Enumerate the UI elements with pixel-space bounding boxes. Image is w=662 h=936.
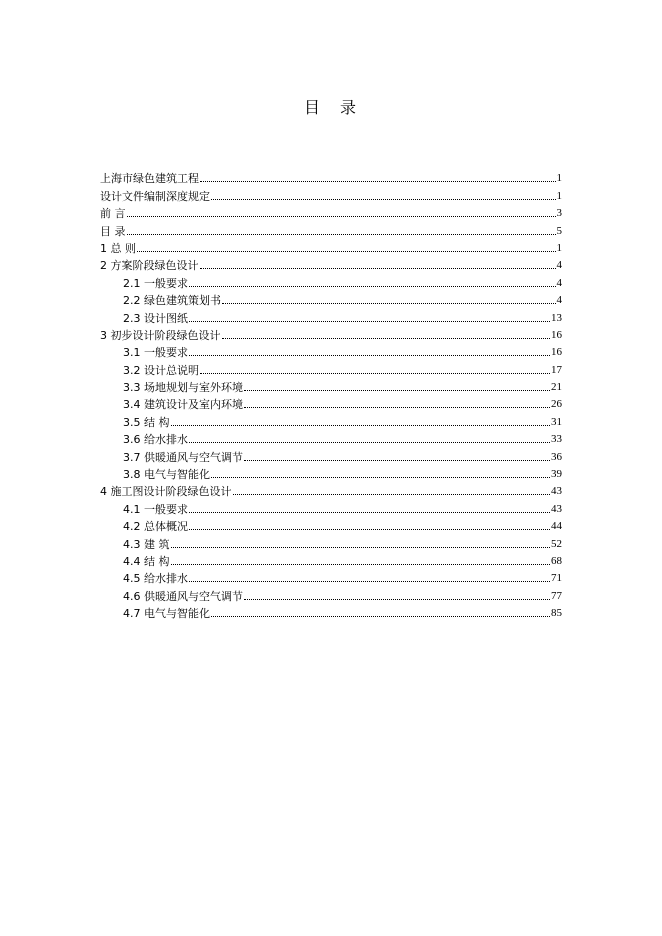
toc-entry-page-number: 1	[556, 241, 562, 254]
toc-entry-page-number: 71	[551, 572, 562, 585]
toc-entry-page-number: 4	[556, 294, 562, 307]
toc-entry-label: 设计文件编制深度规定	[100, 189, 210, 203]
page-title: 目 录	[303, 98, 358, 117]
toc-dot-leader	[200, 268, 556, 269]
toc-dot-leader	[189, 355, 550, 356]
toc-entry[interactable]	[100, 290, 562, 307]
toc-entry-label: 3.3 场地规划与室外环境	[123, 381, 243, 395]
toc-entry[interactable]	[100, 429, 562, 446]
toc-entry-page-number: 43	[551, 485, 562, 498]
toc-entry-page-number: 16	[551, 328, 562, 341]
toc-entry-label: 3.1 一般要求	[123, 346, 188, 360]
toc-entry-label: 3.6 给水排水	[123, 433, 188, 447]
toc-entry[interactable]	[100, 203, 562, 220]
toc-dot-leader	[244, 599, 550, 600]
toc-entry-label: 3.8 电气与智能化	[123, 468, 210, 482]
toc-entry-page-number: 52	[551, 537, 562, 550]
toc-dot-leader	[222, 303, 556, 304]
toc-dot-leader	[127, 216, 556, 217]
toc-entry[interactable]	[100, 603, 562, 620]
toc-dot-leader	[171, 425, 551, 426]
toc-entry-page-number: 68	[551, 554, 562, 567]
table-of-contents	[100, 168, 562, 620]
toc-entry-page-number: 4	[556, 276, 562, 289]
toc-entry-page-number: 5	[556, 224, 562, 237]
toc-entry-label: 2.1 一般要求	[123, 276, 188, 290]
toc-entry-label: 4.2 总体概况	[123, 520, 188, 534]
toc-entry-label: 目 录	[100, 224, 126, 238]
toc-entry-label: 2.2 绿色建筑策划书	[123, 294, 221, 308]
toc-dot-leader	[171, 547, 551, 548]
toc-entry-page-number: 4	[556, 259, 562, 272]
toc-dot-leader	[200, 373, 550, 374]
toc-entry-label: 4 施工图设计阶段绿色设计	[100, 485, 232, 499]
toc-entry-page-number: 17	[551, 363, 562, 376]
toc-entry-page-number: 39	[551, 468, 562, 481]
toc-dot-leader	[244, 407, 550, 408]
toc-entry[interactable]	[100, 498, 562, 515]
toc-dot-leader	[233, 494, 551, 495]
toc-entry-label: 上海市绿色建筑工程	[100, 172, 199, 186]
toc-entry-label: 4.6 供暖通风与空气调节	[123, 589, 243, 603]
toc-dot-leader	[211, 477, 550, 478]
toc-entry[interactable]	[100, 516, 562, 533]
toc-entry[interactable]	[100, 377, 562, 394]
toc-entry[interactable]	[100, 185, 562, 202]
toc-entry-label: 4.5 给水排水	[123, 572, 188, 586]
toc-entry-label: 2 方案阶段绿色设计	[100, 259, 199, 273]
toc-dot-leader	[127, 234, 556, 235]
toc-entry-page-number: 43	[551, 502, 562, 515]
toc-entry[interactable]	[100, 307, 562, 324]
toc-entry[interactable]	[100, 551, 562, 568]
toc-entry-page-number: 33	[551, 433, 562, 446]
toc-entry[interactable]	[100, 359, 562, 376]
toc-dot-leader	[189, 529, 550, 530]
toc-dot-leader	[189, 286, 556, 287]
toc-entry-page-number: 21	[551, 381, 562, 394]
toc-dot-leader	[211, 199, 556, 200]
toc-dot-leader	[137, 251, 556, 252]
toc-entry[interactable]	[100, 394, 562, 411]
toc-entry-label: 前 言	[100, 207, 126, 221]
toc-entry[interactable]	[100, 325, 562, 342]
toc-entry-page-number: 77	[551, 589, 562, 602]
toc-entry[interactable]	[100, 255, 562, 272]
toc-entry-page-number: 13	[551, 311, 562, 324]
toc-dot-leader	[189, 442, 550, 443]
toc-entry-page-number: 1	[556, 189, 562, 202]
toc-entry-label: 2.3 设计图纸	[123, 311, 188, 325]
toc-entry[interactable]	[100, 411, 562, 428]
toc-entry[interactable]	[100, 220, 562, 237]
toc-dot-leader	[211, 616, 550, 617]
toc-entry-label: 3.4 建筑设计及室内环境	[123, 398, 243, 412]
toc-entry[interactable]	[100, 168, 562, 185]
toc-entry-page-number: 31	[551, 415, 562, 428]
toc-entry-page-number: 44	[551, 520, 562, 533]
toc-entry[interactable]	[100, 446, 562, 463]
toc-entry[interactable]	[100, 568, 562, 585]
toc-entry[interactable]	[100, 533, 562, 550]
toc-entry-label: 4.7 电气与智能化	[123, 607, 210, 621]
toc-entry[interactable]	[100, 464, 562, 481]
toc-entry-label: 4.1 一般要求	[123, 502, 188, 516]
toc-dot-leader	[244, 460, 550, 461]
toc-entry[interactable]	[100, 481, 562, 498]
toc-dot-leader	[189, 321, 550, 322]
toc-entry-page-number: 26	[551, 398, 562, 411]
toc-entry[interactable]	[100, 342, 562, 359]
toc-entry-label: 3 初步设计阶段绿色设计	[100, 328, 221, 342]
toc-dot-leader	[189, 581, 550, 582]
toc-dot-leader	[171, 564, 551, 565]
toc-entry-page-number: 16	[551, 346, 562, 359]
toc-entry-label: 3.7 供暖通风与空气调节	[123, 450, 243, 464]
toc-dot-leader	[222, 338, 551, 339]
toc-entry-page-number: 1	[556, 172, 562, 185]
toc-entry-page-number: 3	[556, 207, 562, 220]
toc-entry-page-number: 85	[551, 607, 562, 620]
toc-entry-label: 3.2 设计总说明	[123, 363, 199, 377]
toc-entry[interactable]	[100, 272, 562, 289]
toc-entry[interactable]	[100, 585, 562, 602]
toc-dot-leader	[244, 390, 550, 391]
toc-entry[interactable]	[100, 238, 562, 255]
toc-entry-page-number: 36	[551, 450, 562, 463]
toc-entry-label: 4.3 建 筑	[123, 537, 170, 551]
toc-entry-label: 1 总 则	[100, 241, 136, 255]
toc-dot-leader	[189, 512, 550, 513]
toc-dot-leader	[200, 181, 556, 182]
toc-entry-label: 4.4 结 构	[123, 554, 170, 568]
toc-entry-label: 3.5 结 构	[123, 415, 170, 429]
